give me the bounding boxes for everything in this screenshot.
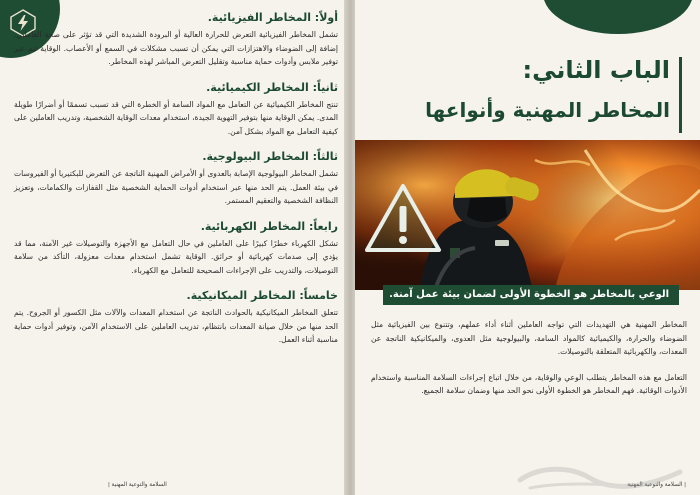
chapter-name: المخاطر المهنية وأنواعها xyxy=(425,98,670,122)
section-body: تشمل المخاطر البيولوجية الإصابة بالعدوى أو الأمراض المهنية الناتجة عن التعرض للبكتيريا أو الفيروسات في بيئة العمل. يتم الحد منها عبر استخدام أدوات الحماية الشخصية مثل القفازات والكمامات، وتعزيز النظافة الشخصية والتعقيم المستمر. xyxy=(14,169,338,205)
section-mechanical xyxy=(14,288,338,347)
top-decoration xyxy=(543,0,693,34)
page-footer: السلامة والتوعية المهنية | xyxy=(108,482,167,488)
section-chemical xyxy=(14,80,338,139)
right-page xyxy=(355,0,700,495)
section-biological xyxy=(14,149,338,208)
watermark-logo xyxy=(510,460,690,494)
section-heading: أولاً: المخاطر الفيزيائية. xyxy=(207,11,338,24)
section-heading: رابعاً: المخاطر الكهربائية. xyxy=(200,219,338,233)
section-body: تشكل الكهرباء خطرًا كبيرًا على العاملين في حال التعامل مع الأجهزة والتوصيلات غير الآمنة، مما قد يؤدي إلى صدمات كهربائية أو حرائق. الوقاية تشمل استخدام معدات معزولة، التأكد من سلامة التوصيلات، والتدريب على الإجراءات الصحيحة للتعامل مع الكهرباء. xyxy=(14,238,338,275)
page-footer: | السلامة والتوعية المهنية xyxy=(627,482,686,488)
section-body: تتعلق المخاطر الميكانيكية بالحوادث الناتجة عن استخدام المعدات والآلات مثل الكسور أو الجروح. يتم الحد منها من خلال صيانة المعدات بانتظام، تدريب العاملين على الاستخدام الآمن، وتوفير أدوات حماية مناسبة أثناء العمل. xyxy=(14,308,338,344)
title-accent-bar xyxy=(679,57,682,133)
chapter-number: الباب الثاني: xyxy=(522,56,670,84)
section-heading: خامساً: المخاطر الميكانيكية. xyxy=(186,289,338,302)
section-body: تشمل المخاطر الفيزيائية التعرض للحرارة العالية أو البرودة الشديدة التي قد تؤثر على صحة العاملين. إضافة إلى الضوضاء والاهتزازات التي يمكن أن تسبب مشكلات في السمع أو الأعصاب. الوقاية تتم عبر توفير ملابس وأدوات حماية مناسبة وتقليل التعرض المباشر لهذه المخاطر. xyxy=(14,30,338,66)
firefighter-photo xyxy=(355,140,700,290)
section-body: تنتج المخاطر الكيميائية عن التعامل مع المواد السامة أو الخطرة التي قد تسبب تسممًا أو أضرارًا طويلة المدى. يمكن الوقاية منها بتوفير التهوية الجيدة، استخدام معدات الوقاية الشخصية، وتدريب العاملين على كيفية التعامل مع المواد بشكل آمن. xyxy=(14,99,338,136)
chapter-intro xyxy=(371,318,687,410)
section-physical xyxy=(14,10,338,69)
warning-triangle-icon xyxy=(361,180,445,258)
section-heading: ثالثاً: المخاطر البيولوجية. xyxy=(202,150,338,163)
risk-sections xyxy=(14,10,338,358)
awareness-banner: الوعي بالمخاطر هو الخطوة الأولى لضمان بيئة عمل آمنة. xyxy=(383,285,679,305)
section-electrical xyxy=(14,219,338,278)
chapter-title xyxy=(382,55,682,123)
intro-paragraph: التعامل مع هذه المخاطر يتطلب الوعي والوقاية، من خلال اتباع إجراءات السلامة المناسبة واستخدام الأدوات الوقائية. فهم المخاطر هو الخطوة الأولى نحو الحد منها وضمان سلامة الجميع. xyxy=(371,372,687,395)
intro-paragraph: المخاطر المهنية هي التهديدات التي تواجه العاملين أثناء أداء عملهم، وتتنوع بين الفيزيائية مثل الضوضاء والحرارة، والكيميائية كالمواد السامة، والبيولوجية مثل العدوى، والميكانيكية الناتجة عن المعدات، والكهربائية المتعلقة بالتوصيلات. xyxy=(371,320,687,356)
section-heading: ثانياً: المخاطر الكيميائية. xyxy=(206,80,338,94)
